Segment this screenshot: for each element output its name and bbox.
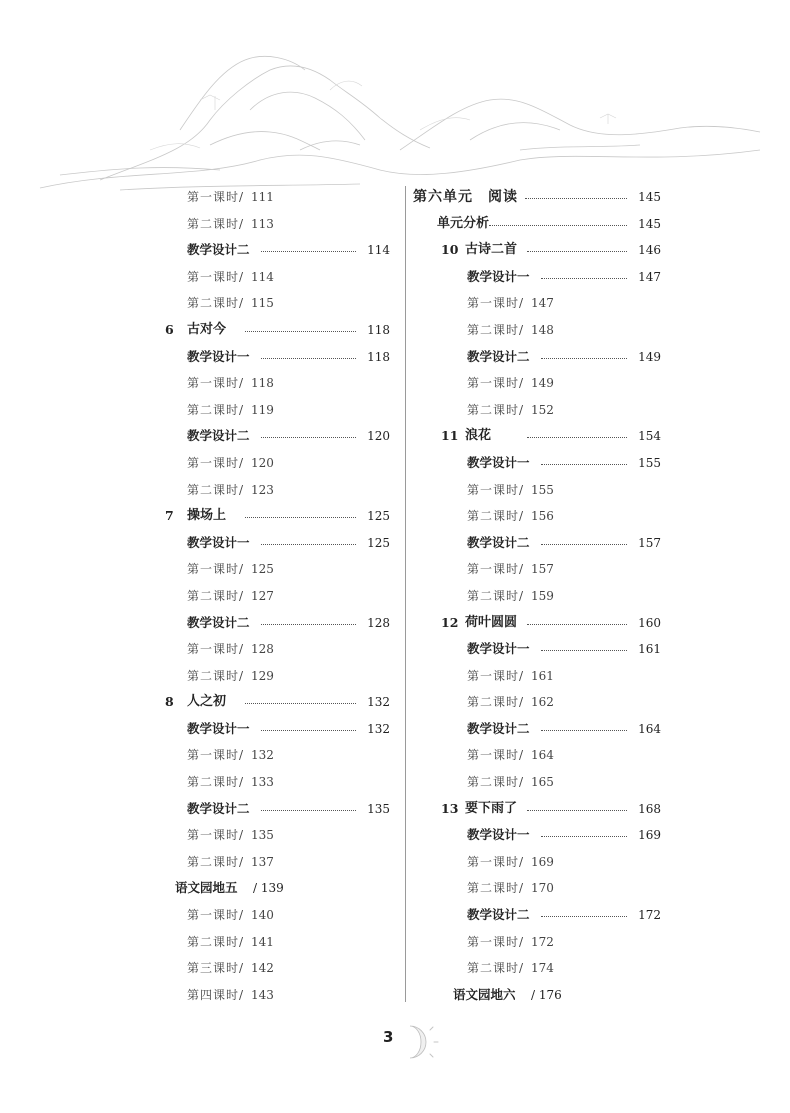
toc-entry-hour[interactable] [165, 742, 390, 769]
dot-leader [525, 198, 627, 199]
toc-entry-label: 教学设计二 [187, 428, 250, 444]
toc-entry-label: 教学设计一 [467, 454, 530, 470]
toc-entry-hour[interactable] [165, 822, 390, 849]
toc-right-column [413, 184, 661, 1008]
toc-entry-label: 第二课时/ [467, 881, 525, 896]
dot-leader [261, 358, 356, 359]
toc-page-number: 161 [531, 668, 554, 683]
toc-entry-lesson[interactable] [165, 503, 390, 530]
toc-page-number: 114 [251, 269, 274, 284]
toc-entry-hour[interactable] [413, 769, 661, 796]
dot-leader [261, 544, 356, 545]
toc-entry-label: 教学设计二 [187, 614, 250, 630]
toc-entry-label: 第一课时/ [187, 190, 245, 204]
toc-entry-label: 第一课时/ [187, 748, 245, 763]
toc-page-number: 140 [251, 908, 274, 923]
toc-page-number: 156 [531, 509, 554, 524]
toc-entry-hour[interactable] [165, 264, 390, 291]
toc-page-number: 165 [531, 775, 554, 790]
toc-page-number: 162 [531, 695, 554, 710]
toc-page-number: 111 [251, 190, 274, 204]
toc-page-number: 114 [367, 243, 390, 258]
toc-entry-hour[interactable] [165, 982, 390, 1009]
toc-entry-hour[interactable] [165, 849, 390, 876]
toc-entry-hour[interactable] [165, 370, 390, 397]
toc-entry-hour[interactable] [413, 317, 661, 344]
toc-page-number: / 139 [253, 881, 284, 896]
toc-entry-design[interactable] [165, 716, 390, 743]
toc-entry-label: 第二课时/ [467, 402, 525, 417]
dot-leader [541, 464, 627, 465]
toc-entry-hour[interactable] [165, 290, 390, 317]
toc-entry-label: 语文园地五 [175, 880, 238, 896]
toc-page-number: 172 [531, 934, 554, 949]
toc-page-number: 149 [531, 376, 554, 391]
toc-page-number: 164 [531, 748, 554, 763]
toc-entry-lesson[interactable] [413, 610, 661, 637]
toc-entry-hour[interactable] [165, 583, 390, 610]
toc-entry-label: 第二课时/ [187, 402, 245, 417]
toc-page-number: 168 [638, 801, 661, 816]
toc-page-number: 155 [638, 455, 661, 470]
toc-entry-hour[interactable] [413, 689, 661, 716]
toc-entry-label: 语文园地六 [453, 986, 516, 1002]
toc-entry-hour[interactable] [165, 477, 390, 504]
toc-page-number: 160 [638, 615, 661, 630]
toc-entry-label: 古诗二首 [465, 242, 518, 258]
toc-entry-label: 单元分析 [437, 215, 490, 231]
dot-leader [261, 810, 356, 811]
toc-entry-label: 第一课时/ [187, 908, 245, 923]
toc-entry-design[interactable] [165, 344, 390, 371]
toc-page-number: 155 [531, 482, 554, 497]
dot-leader [527, 437, 627, 438]
toc-entry-unit[interactable] [413, 184, 661, 211]
toc-entry-lesson[interactable] [413, 237, 661, 264]
lesson-number: 11 [441, 428, 459, 444]
toc-page-number: 143 [251, 987, 274, 1002]
toc-page-number: 145 [638, 216, 661, 231]
toc-entry-label: 第二课时/ [187, 296, 245, 311]
lesson-number: 8 [165, 694, 174, 710]
toc-entry-label: 教学设计一 [467, 268, 530, 284]
toc-page-number: 170 [531, 881, 554, 896]
toc-entry-design[interactable] [413, 902, 661, 929]
toc-entry-hour[interactable] [413, 477, 661, 504]
toc-entry-label: 第一课时/ [187, 269, 245, 284]
toc-entry-hour[interactable] [165, 929, 390, 956]
toc-entry-design[interactable] [413, 450, 661, 477]
toc-entry-label: 第一课时/ [467, 854, 525, 869]
toc-entry-hour[interactable] [413, 742, 661, 769]
toc-page-number: 133 [251, 775, 274, 790]
toc-page-number: 113 [251, 216, 274, 231]
column-divider [405, 186, 406, 1002]
dot-leader [541, 916, 627, 917]
toc-page-number: 164 [638, 721, 661, 736]
toc-page-number: 132 [251, 748, 274, 763]
toc-page-number: 123 [251, 482, 274, 497]
dot-leader [541, 730, 627, 731]
toc-entry-lesson[interactable] [165, 689, 390, 716]
toc-page-number: 135 [251, 828, 274, 843]
toc-page-number: 118 [367, 322, 390, 337]
toc-entry-label: 第一课时/ [187, 376, 245, 391]
toc-entry-label: 教学设计一 [187, 720, 250, 736]
toc-entry-label: 教学设计二 [467, 348, 530, 364]
toc-page-number: 157 [638, 535, 661, 550]
toc-entry-label: 浪花 [465, 428, 492, 444]
lesson-number: 10 [441, 242, 459, 258]
toc-entry-design[interactable] [165, 237, 390, 264]
toc-page-number: 154 [638, 429, 661, 444]
toc-entry-design[interactable] [413, 636, 661, 663]
lesson-number: 12 [441, 614, 459, 630]
lesson-number: 7 [165, 508, 174, 524]
toc-entry-design[interactable] [413, 530, 661, 557]
toc-page-number: 132 [367, 721, 390, 736]
dot-leader [541, 278, 627, 279]
toc-entry-hour[interactable] [165, 902, 390, 929]
dot-leader [541, 544, 627, 545]
mountain-landscape-icon [0, 0, 790, 200]
toc-page-number: 169 [638, 828, 661, 843]
dot-leader [261, 251, 356, 252]
dot-leader [261, 730, 356, 731]
toc-entry-label: 第六单元 阅读 [413, 189, 518, 205]
toc-entry-label: 第二课时/ [187, 854, 245, 869]
toc-entry-hour[interactable] [413, 849, 661, 876]
toc-entry-hour[interactable] [165, 211, 390, 238]
toc-page-number: 137 [251, 854, 274, 869]
toc-page-number: 127 [251, 588, 274, 603]
toc-page-number: 159 [531, 588, 554, 603]
toc-entry-hour[interactable] [165, 636, 390, 663]
toc-page-number: 128 [251, 642, 274, 657]
toc-entry-hour[interactable] [165, 397, 390, 424]
toc-entry-hour[interactable] [165, 556, 390, 583]
dot-leader [245, 703, 356, 704]
lesson-number: 13 [441, 800, 459, 816]
toc-entry-hour[interactable] [413, 663, 661, 690]
toc-page-number: 174 [531, 961, 554, 976]
toc-page-number: 135 [367, 801, 390, 816]
toc-entry-garden[interactable] [413, 982, 661, 1009]
toc-page-number: 147 [531, 296, 554, 311]
toc-page-number: 141 [251, 934, 274, 949]
toc-page-number: 157 [531, 562, 554, 577]
dot-leader [541, 358, 627, 359]
toc-entry-label: 教学设计一 [467, 827, 530, 843]
toc-entry-label: 第二课时/ [467, 961, 525, 976]
toc-entry-design[interactable] [165, 530, 390, 557]
toc-page-number: 119 [251, 402, 274, 417]
toc-page-number: 125 [367, 509, 390, 524]
toc-entry-hour[interactable] [413, 556, 661, 583]
toc-page-number: 149 [638, 349, 661, 364]
toc-entry-hour[interactable] [413, 583, 661, 610]
toc-entry-label: 第一课时/ [467, 934, 525, 949]
toc-entry-design[interactable] [165, 796, 390, 823]
toc-entry-hour[interactable] [165, 955, 390, 982]
toc-entry-hour[interactable] [413, 955, 661, 982]
dot-leader [245, 331, 356, 332]
toc-page-number: 169 [531, 854, 554, 869]
page-number: 3 [383, 1028, 394, 1046]
toc-entry-label: 教学设计二 [187, 242, 250, 258]
dot-leader [489, 225, 627, 226]
toc-page-number: 120 [367, 429, 390, 444]
toc-page-number: 118 [367, 349, 390, 364]
toc-entry-hour[interactable] [413, 503, 661, 530]
toc-entry-label: 教学设计二 [187, 800, 250, 816]
dot-leader [245, 517, 356, 518]
toc-entry-label: 第二课时/ [187, 668, 245, 683]
toc-entry-label: 操场上 [187, 508, 227, 524]
toc-entry-label: 第一课时/ [467, 482, 525, 497]
toc-entry-lesson[interactable] [413, 423, 661, 450]
toc-entry-label: 第二课时/ [187, 775, 245, 790]
toc-page-number: 148 [531, 322, 554, 337]
toc-entry-design[interactable] [413, 344, 661, 371]
toc-entry-label: 第二课时/ [187, 216, 245, 231]
toc-page-number: 172 [638, 908, 661, 923]
toc-entry-hour[interactable] [165, 663, 390, 690]
toc-entry-hour[interactable] [413, 875, 661, 902]
toc-entry-label: 第四课时/ [187, 987, 245, 1002]
toc-entry-label: 第一课时/ [467, 562, 525, 577]
toc-entry-hour[interactable] [413, 397, 661, 424]
toc-entry-label: 第一课时/ [187, 562, 245, 577]
dot-leader [527, 251, 627, 252]
toc-entry-label: 教学设计二 [467, 907, 530, 923]
toc-entry-lesson[interactable] [413, 796, 661, 823]
toc-page-number: 132 [367, 695, 390, 710]
toc-entry-label: 第一课时/ [187, 455, 245, 470]
toc-entry-label: 第二课时/ [467, 322, 525, 337]
dot-leader [261, 437, 356, 438]
toc-entry-label: 教学设计二 [467, 534, 530, 550]
toc-page-number: 120 [251, 455, 274, 470]
toc-entry-garden[interactable] [165, 875, 390, 902]
toc-page-number: 146 [638, 243, 661, 258]
dot-leader [541, 836, 627, 837]
toc-entry-label: 人之初 [187, 694, 227, 710]
toc-left-column [165, 184, 390, 1008]
toc-entry-label: 教学设计二 [467, 720, 530, 736]
toc-entry-label: 第一课时/ [467, 296, 525, 311]
toc-page-number: 115 [251, 296, 274, 311]
toc-entry-hour[interactable] [413, 290, 661, 317]
toc-entry-label: 第二课时/ [467, 775, 525, 790]
toc-entry-hour[interactable] [165, 769, 390, 796]
toc-page-number: 152 [531, 402, 554, 417]
toc-entry-label: 第一课时/ [467, 376, 525, 391]
toc-entry-hour[interactable] [165, 450, 390, 477]
toc-page-number: / 176 [531, 987, 562, 1002]
toc-entry-label: 第二课时/ [187, 588, 245, 603]
toc-entry-design[interactable] [165, 610, 390, 637]
toc-entry-label: 第一课时/ [467, 748, 525, 763]
toc-entry-lesson[interactable] [165, 317, 390, 344]
toc-entry-design[interactable] [165, 423, 390, 450]
toc-page-number: 147 [638, 269, 661, 284]
toc-page-number: 128 [367, 615, 390, 630]
toc-entry-label: 第一课时/ [187, 828, 245, 843]
toc-page-number: 145 [638, 190, 661, 204]
toc-entry-label: 古对今 [187, 321, 227, 337]
toc-entry-hour[interactable] [413, 929, 661, 956]
toc-page-number: 118 [251, 376, 274, 391]
toc-entry-hour[interactable] [413, 370, 661, 397]
dot-leader [527, 624, 627, 625]
toc-entry-label: 要下雨了 [465, 800, 518, 816]
toc-page-number: 142 [251, 961, 274, 976]
lesson-number: 6 [165, 321, 174, 337]
toc-entry-design[interactable] [413, 264, 661, 291]
toc-page-number: 125 [251, 562, 274, 577]
toc-entry-label: 第一课时/ [467, 668, 525, 683]
toc-entry-label: 教学设计一 [187, 534, 250, 550]
toc-entry-design[interactable] [413, 822, 661, 849]
toc-page-number: 161 [638, 642, 661, 657]
toc-entry-label: 第二课时/ [467, 695, 525, 710]
toc-entry-label: 第二课时/ [187, 934, 245, 949]
toc-entry-label: 第一课时/ [187, 642, 245, 657]
toc-page-number: 125 [367, 535, 390, 550]
toc-entry-analysis[interactable] [413, 211, 661, 238]
toc-entry-label: 第三课时/ [187, 961, 245, 976]
dot-leader [261, 624, 356, 625]
dot-leader [541, 650, 627, 651]
toc-page-number: 129 [251, 668, 274, 683]
toc-entry-hour[interactable] [165, 184, 390, 211]
toc-entry-label: 第二课时/ [467, 509, 525, 524]
toc-entry-design[interactable] [413, 716, 661, 743]
toc-entry-label: 第二课时/ [467, 588, 525, 603]
toc-entry-label: 教学设计一 [467, 641, 530, 657]
toc-entry-label: 教学设计一 [187, 348, 250, 364]
toc-entry-label: 第二课时/ [187, 482, 245, 497]
dot-leader [527, 810, 627, 811]
toc-entry-label: 荷叶圆圆 [465, 614, 518, 630]
